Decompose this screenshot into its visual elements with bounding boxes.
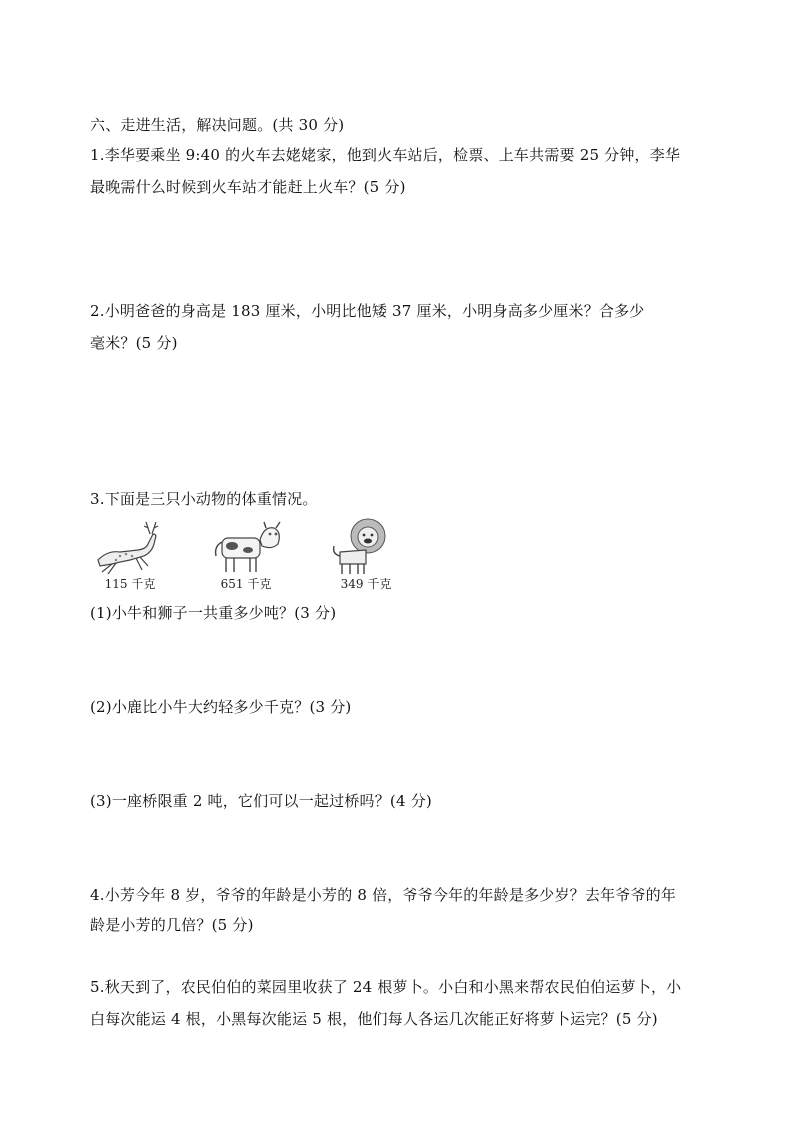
deer-weight-label: 115 千克 [104,577,156,591]
question-5-line-1: 5.秋天到了，农民伯伯的菜园里收获了 24 根萝卜。小白和小黑来帮农民伯伯运萝卜，小 [90,978,682,996]
question-5-line-2: 白每次能运 4 根，小黑每次能运 5 根，他们每人各运几次能正好将萝卜运完？(5 分) [90,1010,658,1028]
question-3-sub-1: (1)小牛和狮子一共重多少吨？(3 分) [90,604,337,622]
question-4-line-1: 4.小芳今年 8 岁，爷爷的年龄是小芳的 8 倍，爷爷今年的年龄是多少岁？去年爷爷的年 [90,886,677,904]
question-3-sub-2: (2)小鹿比小牛大约轻多少千克？(3 分) [90,698,352,716]
animal-calf [206,516,286,592]
calf-icon [206,516,286,576]
question-2-line-1: 2.小明爸爸的身高是 183 厘米，小明比他矮 37 厘米，小明身高多少厘米？合多少 [90,302,645,320]
question-2-line-2: 毫米？(5 分) [90,334,178,352]
lion-weight-label: 349 千克 [340,577,392,591]
section-title: 六、走进生活，解决问题。(共 30 分) [90,116,345,134]
calf-weight-label: 651 千克 [220,577,272,591]
question-4-line-2: 龄是小芳的几倍？(5 分) [90,916,254,934]
animal-deer [90,516,170,592]
animal-lion [326,516,406,592]
lion-icon [326,516,406,576]
question-3-intro: 3.下面是三只小动物的体重情况。 [90,490,318,508]
animal-weights [90,516,400,592]
deer-icon [90,516,170,576]
question-3-sub-3: (3)一座桥限重 2 吨，它们可以一起过桥吗？(4 分) [90,792,432,810]
question-1-line-2: 最晚需什么时候到火车站才能赶上火车？(5 分) [90,178,406,196]
question-1-line-1: 1.李华要乘坐 9:40 的火车去姥姥家，他到火车站后，检票、上车共需要 25 分钟，李华 [90,146,681,164]
